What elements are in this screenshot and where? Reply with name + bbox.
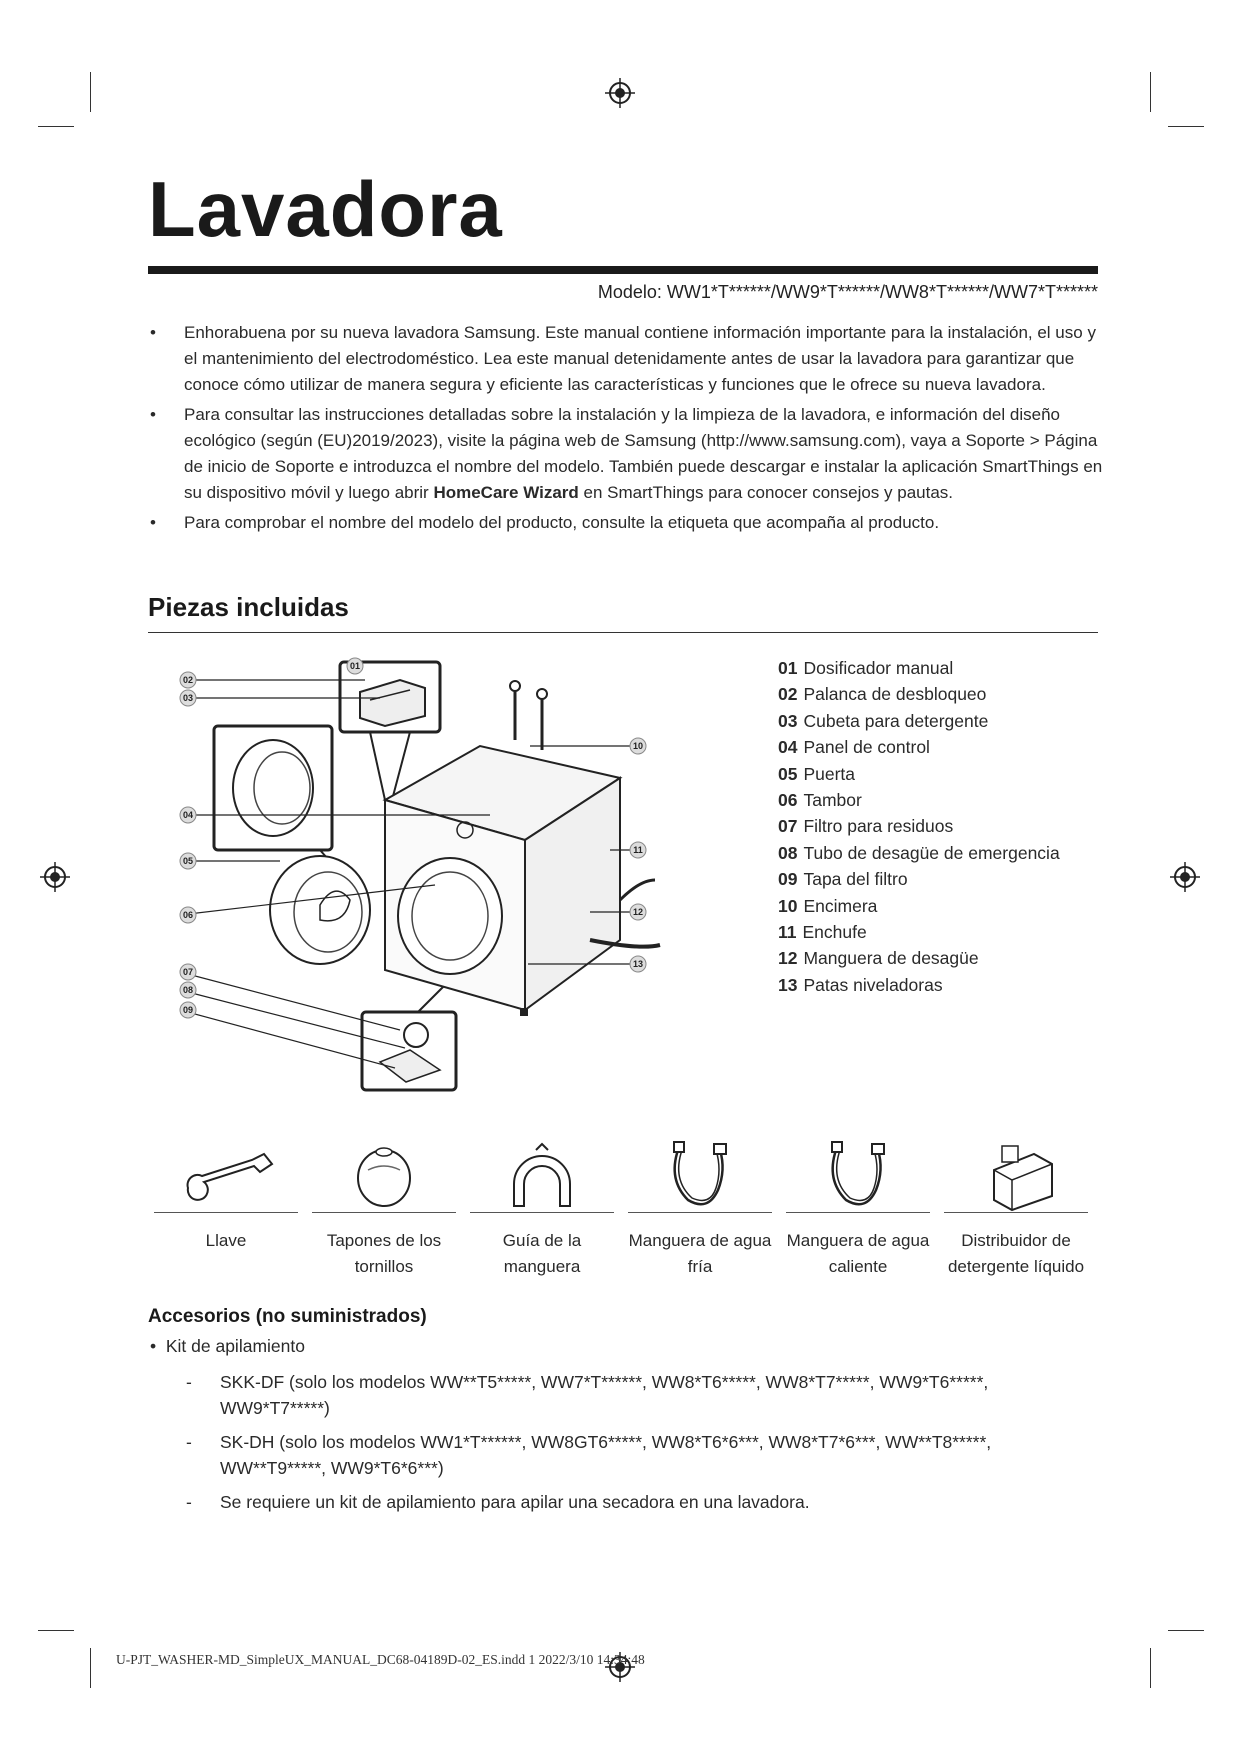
title-rule <box>148 266 1098 274</box>
accessory-item <box>628 1140 772 1280</box>
svg-text:03: 03 <box>182 693 194 703</box>
callout-11 <box>630 842 646 858</box>
parts-list-item: 09 Tapa del filtro <box>778 869 908 890</box>
crop-mark <box>90 1648 91 1688</box>
crop-mark <box>1168 1630 1204 1631</box>
parts-list-item: 04 Panel de control <box>778 737 930 758</box>
intro-bullet-text: en SmartThings para conocer consejos y pautas. <box>583 483 954 502</box>
svg-text:01: 01 <box>349 661 361 671</box>
hot-hose-icon <box>806 1140 910 1212</box>
registration-mark-icon <box>605 78 635 108</box>
svg-text:02: 02 <box>182 675 194 685</box>
accessory-item <box>312 1140 456 1280</box>
intro-bullet: • Para comprobar el nombre del modelo del producto, consulte la etiqueta que acompaña al producto. <box>150 513 940 532</box>
kit-list-item: - Se requiere un kit de apilamiento para apilar una secadora en una lavadora. <box>186 1492 810 1512</box>
parts-list-item: 07 Filtro para residuos <box>778 816 954 837</box>
accessory-item <box>470 1140 614 1280</box>
parts-list <box>778 655 1108 998</box>
callout-01 <box>347 658 363 674</box>
app-name: HomeCare Wizard <box>433 483 579 502</box>
accessory-item <box>154 1140 298 1280</box>
crop-mark <box>90 72 91 112</box>
parts-list-item: 06 Tambor <box>778 790 862 811</box>
parts-list-item: 01 Dosificador manual <box>778 658 954 678</box>
callout-04 <box>180 807 196 823</box>
accessory-label: Manguera de agua caliente <box>786 1231 930 1276</box>
page-title: Lavadora <box>148 165 503 253</box>
intro-bullet-text: Para comprobar el nombre del modelo del producto, consulte la etiqueta que acompaña al producto. <box>184 513 940 532</box>
parts-list-item: 05 Puerta <box>778 763 856 784</box>
kit-list-item: - SKK-DF (solo los modelos WW**T5*****, WW7*T******, WW8*T6*****, WW8*T7*****, WW9*T6*****, WW9*T7*****) <box>186 1372 989 1418</box>
detergent-dispenser-icon <box>964 1140 1068 1212</box>
parts-list-item: 08 Tubo de desagüe de emergencia <box>778 842 1060 863</box>
kit-label: Kit de apilamiento <box>165 1336 305 1356</box>
callout-03 <box>180 690 196 706</box>
accessory-label: Manguera de agua fría <box>628 1231 772 1276</box>
callout-06 <box>180 907 196 923</box>
intro-bullet: • Para consultar las instrucciones detalladas sobre la instalación y la limpieza de la lavadora, e información del diseño ecológico (según (EU)2019/2023), visite la página web de Samsung (http://www.samsung.com), vaya a Soporte > Página de inicio de Soporte e introduzca el nombre del modelo. También puede descargar e instalar la aplicación SmartThings en su dispositivo móvil y luego abrir HomeCare Wizard en SmartThings para conocer consejos y pautas. <box>150 405 1103 502</box>
bolt-cap-icon <box>332 1140 436 1212</box>
wrench-icon <box>174 1140 278 1212</box>
parts-list-item: 03 Cubeta para detergente <box>778 710 989 731</box>
parts-list-item: 12 Manguera de desagüe <box>778 948 979 969</box>
svg-text:04: 04 <box>182 810 194 820</box>
door-inset <box>214 726 332 850</box>
parts-list-item: 02 Palanca de desbloqueo <box>778 684 987 705</box>
callout-13 <box>630 956 646 972</box>
crop-mark <box>38 126 74 127</box>
svg-text:09: 09 <box>182 1005 194 1015</box>
cold-hose-icon <box>648 1140 752 1212</box>
print-slug: U-PJT_WASHER-MD_SimpleUX_MANUAL_DC68-04189D-02_ES.indd 1 2022/3/10 14:34:48 <box>116 1652 645 1667</box>
accessory-label: Guía de la manguera <box>502 1231 582 1276</box>
registration-mark-icon <box>40 862 70 892</box>
callout-02 <box>180 672 196 688</box>
parts-list-item: 13 Patas niveladoras <box>778 974 943 995</box>
callout-08 <box>180 982 196 998</box>
accessory-item <box>944 1140 1088 1280</box>
svg-text:11: 11 <box>633 845 643 855</box>
registration-mark-icon <box>1170 862 1200 892</box>
accessory-item <box>786 1140 930 1280</box>
hose-guide-icon <box>490 1140 594 1212</box>
accessory-label: Distribuidor de detergente líquido <box>947 1231 1085 1276</box>
svg-text:07: 07 <box>182 967 194 977</box>
svg-text:10: 10 <box>632 741 644 751</box>
crop-mark <box>1150 72 1151 112</box>
crop-mark <box>1168 126 1204 127</box>
svg-text:12: 12 <box>632 907 644 917</box>
kit-bullet: • Kit de apilamiento <box>150 1336 305 1356</box>
svg-text:08: 08 <box>182 985 194 995</box>
callout-10 <box>630 738 646 754</box>
crop-mark <box>1150 1648 1151 1688</box>
callout-05 <box>180 853 196 869</box>
section-rule <box>148 632 1098 633</box>
callout-07 <box>180 964 196 980</box>
washer-diagram <box>170 650 700 1110</box>
accessories-row <box>154 1140 1090 1280</box>
callout-12 <box>630 904 646 920</box>
parts-list-item: 11 Enchufe <box>778 922 867 943</box>
callout-09 <box>180 1002 196 1018</box>
parts-list-item: 10 Encimera <box>778 895 878 916</box>
intro-bullet-text: Enhorabuena por su nueva lavadora Samsung. Este manual contiene información importante para la instalación, el uso y el mantenimiento del electrodoméstico. Lea este manual detenidamente antes de usar la lavadora para garantizar que conoce cómo utilizar de manera segura y eficiente las características y funciones que le ofrece su nueva lavadora. <box>184 323 1096 394</box>
svg-text:13: 13 <box>632 959 644 969</box>
optional-accessories-title: Accesorios (no suministrados) <box>148 1306 427 1327</box>
accessory-label: Tapones de los tornillos <box>326 1231 442 1276</box>
crop-mark <box>38 1630 74 1631</box>
svg-text:05: 05 <box>182 856 194 866</box>
intro-list <box>148 320 1108 540</box>
kit-list <box>186 1369 1086 1523</box>
svg-text:06: 06 <box>182 910 194 920</box>
accessory-label: Llave <box>205 1231 247 1250</box>
model-line: Modelo: WW1*T******/WW9*T******/WW8*T******/WW7*T****** <box>597 282 1098 302</box>
kit-list-item: - SK-DH (solo los modelos WW1*T******, WW8GT6*****, WW8*T6*6***, WW8*T7*6***, WW**T8*****, WW**T9*****, WW9*T6*6***) <box>186 1432 992 1478</box>
intro-bullet: • Enhorabuena por su nueva lavadora Samsung. Este manual contiene información importante para la instalación, el uso y el mantenimiento del electrodoméstico. Lea este manual detenidamente antes de usar la lavadora para garantizar que conoce cómo utilizar de manera segura y eficiente las características y funciones que le ofrece su nueva lavadora. <box>150 323 1096 394</box>
section-title: Piezas incluidas <box>148 592 349 622</box>
intro-bullet-text: Para consultar las instrucciones detalladas sobre la instalación y la limpieza de la lavadora, e información del diseño ecológico (según (EU)2019/2023), visite la página web de Samsung (http://www.samsung.com), vaya a Soporte > Página de inicio de Soporte e introduzca el nombre del modelo. También puede descargar e instalar la aplicación SmartThings en su dispositivo móvil y luego abrir <box>184 405 1103 502</box>
